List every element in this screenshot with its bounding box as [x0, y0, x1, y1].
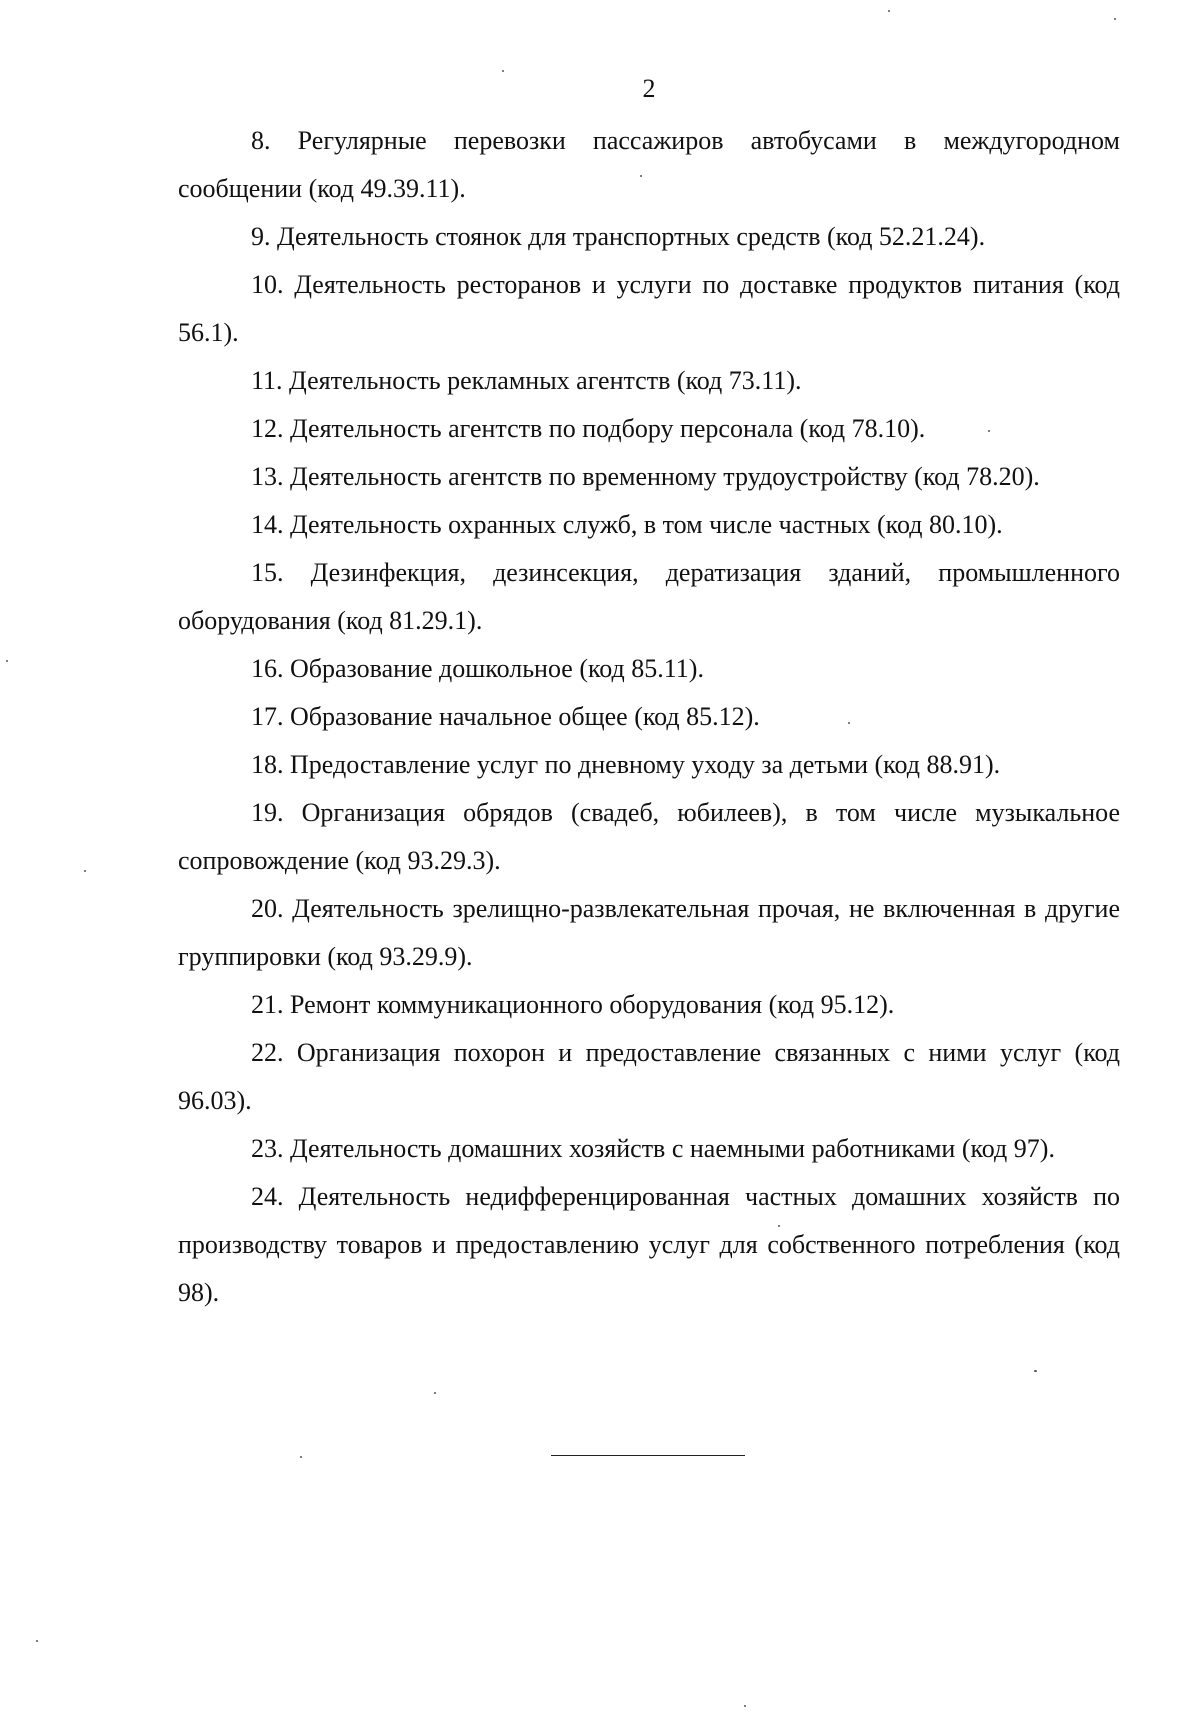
list-item: 17. Образование начальное общее (код 85.12). [251, 702, 760, 731]
list-item: 18. Предоставление услуг по дневному уходу за детьми (код 88.91). [251, 750, 1001, 779]
list-item: 12. Деятельность агентств по подбору персонала (код 78.10). [251, 414, 926, 443]
list-item: 14. Деятельность охранных служб, в том числе частных (код 80.10). [251, 510, 1003, 539]
list-item: 10. Деятельность ресторанов и услуги по доставке продуктов питания (код 56.1). [178, 270, 1120, 347]
scan-speck [1034, 1370, 1037, 1372]
scan-speck [988, 430, 990, 432]
scan-speck [848, 722, 850, 724]
scan-speck [434, 1392, 436, 1394]
list-item: 15. Дезинфекция, дезинсекция, дератизация зданий, промышленного оборудования (код 81.29.1). [178, 558, 1120, 635]
list-item: 23. Деятельность домашних хозяйств с наемными работниками (код 97). [251, 1134, 1055, 1163]
list-item: 19. Организация обрядов (свадеб, юбилеев), в том числе музыкальное сопровождение (код 93.29.3). [178, 798, 1120, 875]
scan-speck [6, 660, 8, 662]
list-item: 24. Деятельность недифференцированная частных домашних хозяйств по производству товаров и предоставлению услуг для собственного потребления (код 98). [178, 1182, 1120, 1307]
scan-speck [888, 10, 890, 12]
list-item: 11. Деятельность рекламных агентств (код 73.11). [251, 366, 802, 395]
scan-speck [640, 175, 642, 177]
list-item: 13. Деятельность агентств по временному трудоустройству (код 78.20). [251, 462, 1040, 491]
scan-speck [502, 70, 504, 72]
scan-speck [778, 1225, 780, 1227]
activity-list [178, 117, 1120, 1317]
list-item: 21. Ремонт коммуникационного оборудования (код 95.12). [251, 990, 895, 1019]
scan-speck [84, 870, 86, 872]
list-item: 16. Образование дошкольное (код 85.11). [251, 654, 704, 683]
scan-speck [300, 1456, 302, 1458]
scan-speck [1114, 18, 1116, 20]
end-divider [551, 1455, 745, 1456]
scan-speck [744, 1705, 746, 1707]
list-item: 8. Регулярные перевозки пассажиров автобусами в междугородном сообщении (код 49.39.11). [178, 126, 1120, 203]
list-item: 22. Организация похорон и предоставление связанных с ними услуг (код 96.03). [178, 1038, 1120, 1115]
list-item: 9. Деятельность стоянок для транспортных средств (код 52.21.24). [251, 222, 986, 251]
scan-speck [36, 1640, 38, 1642]
page-number: 2 [642, 74, 656, 103]
list-item: 20. Деятельность зрелищно-развлекательная прочая, не включенная в другие группировки (код 93.29.9). [178, 894, 1120, 971]
